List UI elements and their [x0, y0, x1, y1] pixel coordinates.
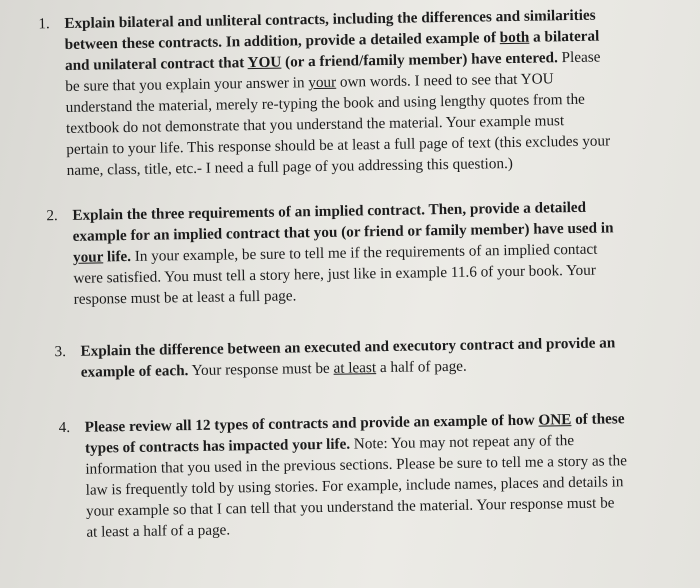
- text-run: example for an implied contract that you (or friend or family member) have used in: [72, 219, 614, 245]
- text-run: types of contracts has impacted your life.: [84, 435, 351, 457]
- text-run: In your example, be sure to tell me if the requirements of an implied contact: [130, 240, 598, 265]
- text-run: your: [72, 248, 104, 266]
- question-text: [72, 196, 614, 309]
- text-run: a half of page.: [375, 357, 467, 377]
- text-run: at least: [333, 359, 377, 377]
- text-run: between these contracts. In addition, provide a detailed example of: [64, 29, 500, 53]
- text-run: Explain bilateral and unliteral contracts, including the differences and similarities: [64, 6, 596, 32]
- text-run: law is frequently told by using stories. For example, include names, places and details in: [85, 473, 624, 499]
- text-run: name, class, title, etc.- I need a full page of you addressing this question.): [66, 154, 513, 179]
- text-run: a bilateral: [529, 27, 600, 46]
- question-number: 2.: [46, 207, 58, 225]
- text-run: own words. I need to see that YOU: [335, 70, 554, 91]
- text-run: ONE: [538, 411, 572, 429]
- text-run: of these: [571, 410, 625, 429]
- text-run: Please: [557, 48, 601, 67]
- text-run: be sure that you explain your answer in: [65, 74, 309, 95]
- text-run: (or a friend/family member) have entered.: [281, 49, 558, 71]
- text-run: understand the material, merely re-typing the book and using lengthy quotes from the: [65, 90, 585, 116]
- text-run: example of each.: [80, 362, 189, 381]
- question-text: [85, 408, 628, 542]
- text-run: pertain to your life. This response should be at least a full page of text (this excludes your: [66, 132, 611, 158]
- text-run: life.: [103, 247, 132, 266]
- text-run: textbook do not demonstrate that you understand the material. Your example must: [65, 112, 565, 137]
- text-run: response must be at least a full page.: [73, 287, 297, 308]
- text-run: Explain the three requirements of an implied contract. Then, provide a detailed: [72, 198, 587, 224]
- text-run: were satisfied. You must tell a story here, just like in example 11.6 of your book. Your: [73, 261, 596, 287]
- text-run: information that you used in the previous sections. Please be sure to tell me a story as the: [85, 452, 628, 478]
- text-run: Your response must be: [188, 359, 334, 380]
- question-text: [64, 4, 610, 181]
- text-run: both: [499, 28, 530, 47]
- question-text: [80, 332, 615, 382]
- text-run: at least a half of a page.: [86, 521, 231, 541]
- question-number: 3.: [54, 343, 67, 361]
- text-run: YOU: [247, 53, 282, 72]
- text-run: Note: You may not repeat any of the: [349, 432, 575, 453]
- text-run: your: [308, 73, 337, 92]
- text-run: your example so that I can tell that you understand the material. Your response must be: [85, 494, 615, 520]
- question-number: 4.: [58, 418, 71, 437]
- text-run: Explain the difference between an executed and executory contract and provide an: [80, 334, 616, 360]
- question-number: 1.: [38, 15, 50, 33]
- text-run: and unilateral contract that: [64, 54, 248, 74]
- text-run: Please review all 12 types of contracts and provide an example of how: [84, 411, 539, 436]
